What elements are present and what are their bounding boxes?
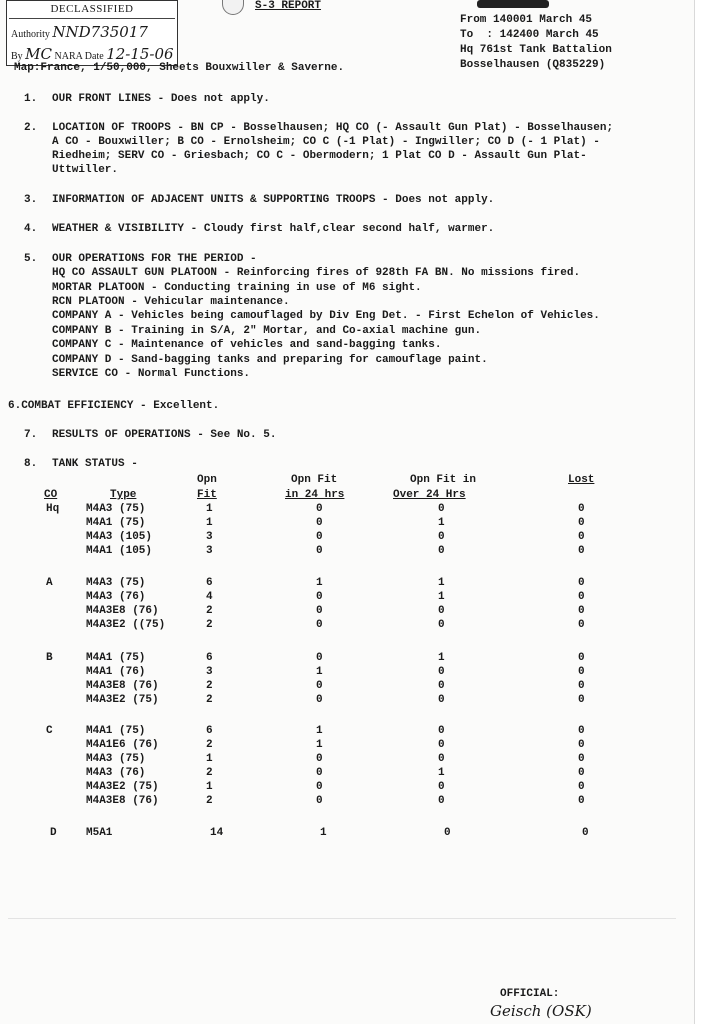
stamp-heading: DECLASSIFIED xyxy=(50,3,134,15)
para-7-text: RESULTS OF OPERATIONS - See No. 5. xyxy=(52,429,277,441)
stamp-authority-label: Authority xyxy=(11,29,50,40)
row-type: M4A1E6 (76) xyxy=(86,739,159,751)
group-co: D xyxy=(50,827,57,839)
row-over24: 1 xyxy=(438,517,445,529)
row-over24: 1 xyxy=(438,577,445,589)
to-line: To : 142400 March 45 xyxy=(460,29,599,41)
row-in24: 0 xyxy=(316,545,323,557)
para-5-line: COMPANY C - Maintenance of vehicles and sand-bagging tanks. xyxy=(52,339,442,351)
stamp-authority-value: NND735017 xyxy=(52,23,148,41)
group-co: B xyxy=(46,652,53,664)
from-line xyxy=(460,14,592,26)
row-fit: 3 xyxy=(206,545,213,557)
redaction-bar xyxy=(477,0,549,8)
row-in24: 0 xyxy=(316,781,323,793)
row-in24: 0 xyxy=(316,531,323,543)
para-3-num: 3. xyxy=(24,194,38,206)
row-over24: 0 xyxy=(438,781,445,793)
para-5-line: OUR OPERATIONS FOR THE PERIOD - xyxy=(52,253,257,265)
row-fit: 14 xyxy=(210,827,224,839)
row-in24: 0 xyxy=(316,694,323,706)
row-lost: 0 xyxy=(578,781,585,793)
row-lost: 0 xyxy=(578,619,585,631)
row-fit: 2 xyxy=(206,767,213,779)
row-fit: 1 xyxy=(206,517,213,529)
col-opn-fit-bottom: Fit xyxy=(197,489,217,501)
row-type: M4A3E8 (76) xyxy=(86,680,159,692)
para-3-text: INFORMATION OF ADJACENT UNITS & SUPPORTING TROOPS - Does not apply. xyxy=(52,194,495,206)
row-over24: 0 xyxy=(444,827,451,839)
report-title: S-3 REPORT xyxy=(255,0,322,12)
row-lost: 0 xyxy=(578,591,585,603)
para-6-num: 6. xyxy=(8,400,22,412)
para-2-line: Riedheim; SERV CO - Griesbach; CO C - Obermodern; 1 Plat CO D - Assault Gun Plat- xyxy=(52,150,587,162)
row-lost: 0 xyxy=(578,795,585,807)
row-type: M4A3E2 ((75) xyxy=(86,619,166,631)
row-type: M4A1 (75) xyxy=(86,725,146,737)
row-fit: 2 xyxy=(206,739,213,751)
row-fit: 2 xyxy=(206,795,213,807)
row-fit: 2 xyxy=(206,694,213,706)
col-type: Type xyxy=(110,489,137,501)
row-lost: 0 xyxy=(578,753,585,765)
row-lost: 0 xyxy=(582,827,589,839)
col-lost: Lost xyxy=(568,474,595,486)
row-over24: 1 xyxy=(438,767,445,779)
para-4-text: WEATHER & VISIBILITY - Cloudy first half,clear second half, warmer. xyxy=(52,223,495,235)
row-over24: 0 xyxy=(438,694,445,706)
row-over24: 1 xyxy=(438,591,445,603)
row-fit: 4 xyxy=(206,591,213,603)
col-opn-fit-top: Opn xyxy=(197,474,217,486)
para-5-line: HQ CO ASSAULT GUN PLATOON - Reinforcing fires of 928th FA BN. No missions fired. xyxy=(52,267,581,279)
row-lost: 0 xyxy=(578,531,585,543)
stamp-nara-label: NARA Date xyxy=(54,51,104,62)
signature: Geisch (OSK) xyxy=(490,1002,592,1020)
to-label: To xyxy=(460,29,474,41)
para-5-line: COMPANY D - Sand-bagging tanks and preparing for camouflage paint. xyxy=(52,354,488,366)
row-in24: 1 xyxy=(320,827,327,839)
row-over24: 0 xyxy=(438,605,445,617)
map-line: Map:France, 1/50,000, Sheets Bouxwiller & Saverne. xyxy=(14,62,345,74)
col-co: CO xyxy=(44,489,58,501)
row-lost: 0 xyxy=(578,652,585,664)
para-2-line: LOCATION OF TROOPS - BN CP - Bosselhausen; HQ CO (- Assault Gun Plat) - Bosselhausen; xyxy=(52,122,614,134)
row-in24: 0 xyxy=(316,680,323,692)
row-in24: 0 xyxy=(316,753,323,765)
para-5-line: SERVICE CO - Normal Functions. xyxy=(52,368,251,380)
group-co: C xyxy=(46,725,53,737)
row-type: M4A3E2 (75) xyxy=(86,781,159,793)
row-lost: 0 xyxy=(578,767,585,779)
from-label: From xyxy=(460,14,487,26)
row-type: M4A3 (76) xyxy=(86,767,146,779)
row-lost: 0 xyxy=(578,666,585,678)
para-8-num: 8. xyxy=(24,458,38,470)
row-over24: 0 xyxy=(438,531,445,543)
para-8-text: TANK STATUS - xyxy=(52,458,138,470)
to-value: 142400 March 45 xyxy=(499,29,599,41)
row-fit: 6 xyxy=(206,652,213,664)
row-type: M4A3 (75) xyxy=(86,503,146,515)
row-lost: 0 xyxy=(578,517,585,529)
col-over24-bottom: Over 24 Hrs xyxy=(393,489,466,501)
row-in24: 0 xyxy=(316,619,323,631)
row-in24: 1 xyxy=(316,666,323,678)
stamp-authority-row xyxy=(11,23,148,41)
row-fit: 2 xyxy=(206,619,213,631)
para-5-num: 5. xyxy=(24,253,38,265)
row-fit: 2 xyxy=(206,605,213,617)
row-in24: 0 xyxy=(316,652,323,664)
stamp-by-value: MC xyxy=(25,45,53,63)
para-6-text: COMBAT EFFICIENCY - Excellent. xyxy=(21,400,220,412)
col-in24-top: Opn Fit xyxy=(291,474,338,486)
row-over24: 0 xyxy=(438,680,445,692)
row-over24: 0 xyxy=(438,753,445,765)
row-fit: 6 xyxy=(206,577,213,589)
row-fit: 1 xyxy=(206,503,213,515)
row-type: M4A3 (75) xyxy=(86,577,146,589)
row-type: M5A1 xyxy=(86,827,113,839)
para-6 xyxy=(8,400,219,412)
row-over24: 0 xyxy=(438,666,445,678)
row-lost: 0 xyxy=(578,694,585,706)
page-fold-line xyxy=(8,918,676,919)
para-5-line: COMPANY A - Vehicles being camouflaged by Div Eng Det. - First Echelon of Vehicles. xyxy=(52,310,600,322)
para-5-line: MORTAR PLATOON - Conducting training in use of M6 sight. xyxy=(52,282,422,294)
para-1-num: 1. xyxy=(24,93,38,105)
stamp-by-label: By xyxy=(11,51,23,62)
row-lost: 0 xyxy=(578,605,585,617)
row-type: M4A1 (75) xyxy=(86,517,146,529)
row-in24: 0 xyxy=(316,503,323,515)
para-5-line: RCN PLATOON - Vehicular maintenance. xyxy=(52,296,290,308)
group-co: A xyxy=(46,577,53,589)
from-value: 140001 March 45 xyxy=(493,14,593,26)
para-7-num: 7. xyxy=(24,429,38,441)
row-type: M4A1 (105) xyxy=(86,545,153,557)
hq-line: Hq 761st Tank Battalion xyxy=(460,44,612,56)
para-2-line: A CO - Bouxwiller; B CO - Ernolsheim; CO C (-1 Plat) - Ingwiller; CO D (- 1 Plat) - xyxy=(52,136,600,148)
row-fit: 2 xyxy=(206,680,213,692)
row-over24: 0 xyxy=(438,725,445,737)
row-in24: 0 xyxy=(316,795,323,807)
row-in24: 0 xyxy=(316,605,323,617)
row-in24: 0 xyxy=(316,517,323,529)
row-over24: 0 xyxy=(438,795,445,807)
row-type: M4A3 (75) xyxy=(86,753,146,765)
row-lost: 0 xyxy=(578,577,585,589)
row-fit: 1 xyxy=(206,753,213,765)
row-fit: 3 xyxy=(206,531,213,543)
row-type: M4A3E8 (76) xyxy=(86,605,159,617)
col-over24-top: Opn Fit in xyxy=(410,474,477,486)
col-in24-bottom: in 24 hrs xyxy=(285,489,345,501)
group-co: Hq xyxy=(46,503,60,515)
para-1-text: OUR FRONT LINES - Does not apply. xyxy=(52,93,270,105)
row-in24: 1 xyxy=(316,725,323,737)
row-type: M4A1 (76) xyxy=(86,666,146,678)
para-4-num: 4. xyxy=(24,223,38,235)
declassified-stamp xyxy=(6,0,178,66)
row-in24: 0 xyxy=(316,767,323,779)
location-line: Bosselhausen (Q835229) xyxy=(460,59,606,71)
para-5-line: COMPANY B - Training in S/A, 2" Mortar, and Co-axial machine gun. xyxy=(52,325,482,337)
row-lost: 0 xyxy=(578,503,585,515)
row-fit: 3 xyxy=(206,666,213,678)
row-over24: 0 xyxy=(438,503,445,515)
row-over24: 1 xyxy=(438,652,445,664)
row-over24: 0 xyxy=(438,545,445,557)
row-type: M4A3 (105) xyxy=(86,531,153,543)
row-lost: 0 xyxy=(578,739,585,751)
row-lost: 0 xyxy=(578,680,585,692)
stamp-nara-value: 12-15-06 xyxy=(106,45,174,63)
row-in24: 1 xyxy=(316,577,323,589)
row-lost: 0 xyxy=(578,545,585,557)
row-over24: 0 xyxy=(438,739,445,751)
stamp-by-row xyxy=(11,45,174,63)
row-in24: 1 xyxy=(316,739,323,751)
row-fit: 1 xyxy=(206,781,213,793)
punch-hole xyxy=(222,0,244,15)
row-type: M4A1 (75) xyxy=(86,652,146,664)
para-2-line: Uttwiller. xyxy=(52,164,119,176)
row-type: M4A3E8 (76) xyxy=(86,795,159,807)
stamp-divider xyxy=(9,18,175,19)
row-in24: 0 xyxy=(316,591,323,603)
row-over24: 0 xyxy=(438,619,445,631)
row-fit: 6 xyxy=(206,725,213,737)
row-type: M4A3 (76) xyxy=(86,591,146,603)
row-lost: 0 xyxy=(578,725,585,737)
para-2-num: 2. xyxy=(24,122,38,134)
official-label: OFFICIAL: xyxy=(500,988,560,1000)
row-type: M4A3E2 (75) xyxy=(86,694,159,706)
